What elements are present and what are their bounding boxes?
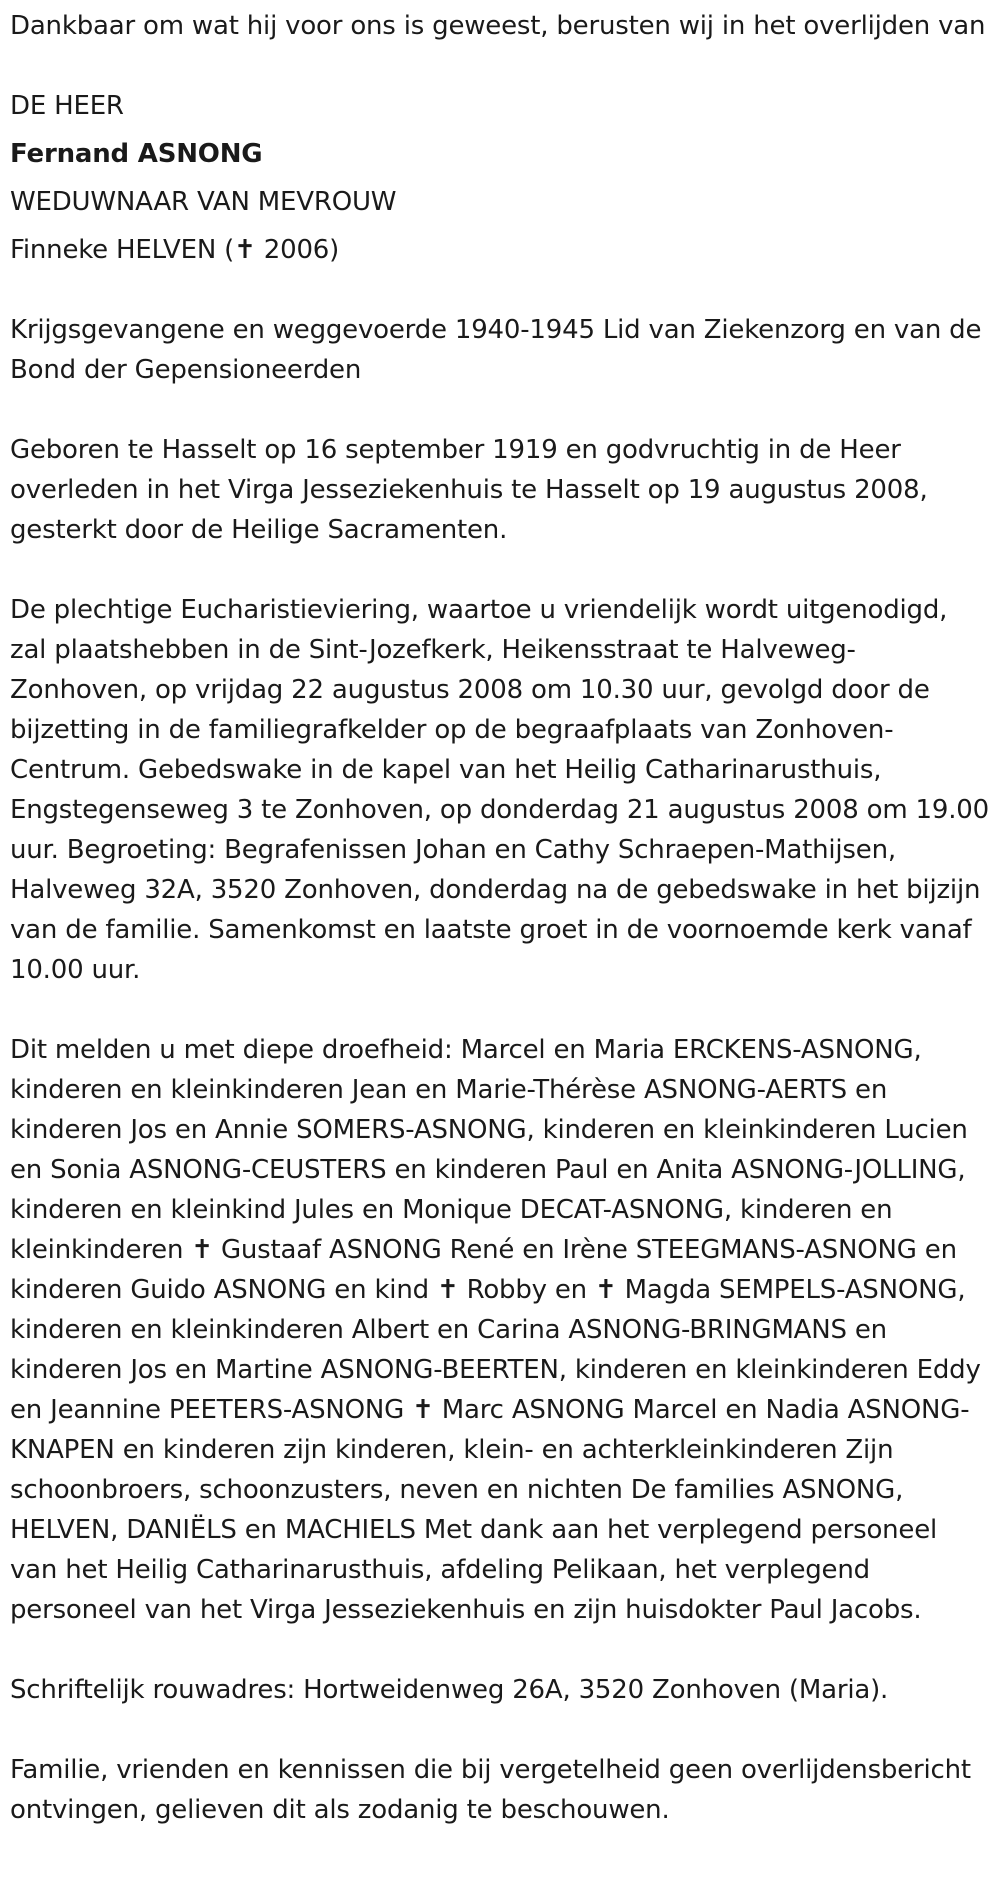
spacer — [10, 1710, 990, 1750]
spacer — [10, 1630, 990, 1670]
deceased-header — [10, 86, 990, 270]
salutation: DE HEER — [10, 91, 124, 121]
spacer — [10, 390, 990, 430]
ceremony-paragraph: De plechtige Eucharistieviering, waartoe u vriendelijk wordt uitgenodigd, zal plaatshebben in de Sint-Jozefkerk, Heikensstraat te Halveweg-Zonhoven, op vrijdag 22 augustus 2008 om 10.30 uur, gevolgd door de bijzetting in de familiegrafkelder op de begraafplaats van Zonhoven-Centrum. Gebedswake in de kapel van het Heilig Catharinarusthuis, Engstegenseweg 3 te Zonhoven, op donderdag 21 augustus 2008 om 19.00 uur. Begroeting: Begrafenissen Johan en Cathy Schraepen-Mathijsen, Halveweg 32A, 3520 Zonhoven, donderdag na de gebedswake in het bijzijn van de familie. Samenkomst en laatste groet in de voornoemde kerk vanaf 10.00 uur. — [10, 595, 989, 985]
closing-paragraph: Familie, vrienden en kennissen die bij vergetelheid geen overlijdensbericht ontvingen, gelieven dit als zodanig te beschouwen. — [10, 1755, 971, 1825]
spacer — [10, 46, 990, 86]
birth-death-paragraph: Geboren te Hasselt op 16 september 1919 en godvruchtig in de Heer overleden in het Virga Jesseziekenhuis te Hasselt op 19 augustus 2008, gesterkt door de Heilige Sacramenten. — [10, 435, 928, 545]
address-paragraph: Schriftelijk rouwadres: Hortweidenweg 26A, 3520 Zonhoven (Maria). — [10, 1675, 889, 1705]
memberships-paragraph: Krijgsgevangene en weggevoerde 1940-1945 Lid van Ziekenzorg en van de Bond der Gepensioneerden — [10, 315, 982, 385]
deceased-name: Fernand ASNONG — [10, 139, 263, 169]
intro-text: Dankbaar om wat hij voor ons is geweest, berusten wij in het overlijden van — [10, 11, 986, 41]
marital-status: WEDUWNAAR VAN MEVROUW — [10, 187, 397, 217]
spacer — [10, 990, 990, 1030]
spacer — [10, 270, 990, 310]
spouse-name: Finneke HELVEN (✝ 2006) — [10, 235, 340, 265]
family-paragraph: Dit melden u met diepe droefheid: Marcel en Maria ERCKENS-ASNONG, kinderen en kleinkinderen Jean en Marie-Thérèse ASNONG-AERTS en kinderen Jos en Annie SOMERS-ASNONG, kinderen en kleinkinderen Lucien en Sonia ASNONG-CEUSTERS en kinderen Paul en Anita ASNONG-JOLLING, kinderen en kleinkind Jules en Monique DECAT-ASNONG, kinderen en kleinkinderen ✝ Gustaaf ASNONG René en Irène STEEGMANS-ASNONG en kinderen Guido ASNONG en kind ✝ Robby en ✝ Magda SEMPELS-ASNONG, kinderen en kleinkinderen Albert en Carina ASNONG-BRINGMANS en kinderen Jos en Martine ASNONG-BEERTEN, kinderen en kleinkinderen Eddy en Jeannine PEETERS-ASNONG ✝ Marc ASNONG Marcel en Nadia ASNONG-KNAPEN en kinderen zijn kinderen, klein- en achterkleinkinderen Zijn schoonbroers, schoonzusters, neven en nichten De families ASNONG, HELVEN, DANIËLS en MACHIELS Met dank aan het verplegend personeel van het Heilig Catharinarusthuis, afdeling Pelikaan, het verplegend personeel van het Virga Jesseziekenhuis en zijn huisdokter Paul Jacobs. — [10, 1035, 981, 1625]
spacer — [10, 550, 990, 590]
